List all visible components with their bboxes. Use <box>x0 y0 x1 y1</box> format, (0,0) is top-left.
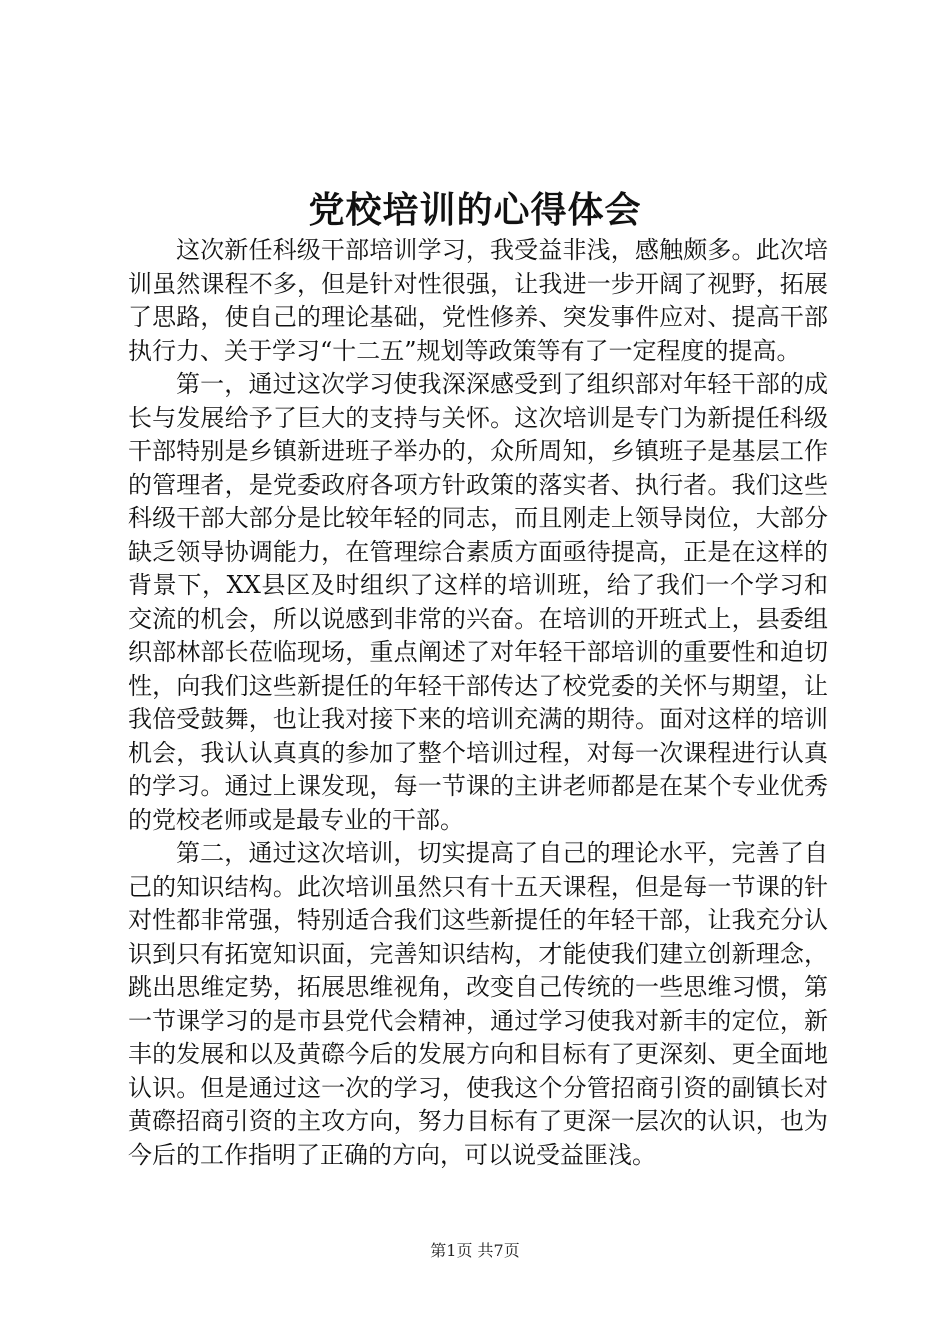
paragraph-first-point: 第一，通过这次学习使我深深感受到了组织部对年轻干部的成长与发展给予了巨大的支持与关怀。这次培训是专门为新提任科级干部特别是乡镇新进班子举办的，众所周知，乡镇班子是基层工作的管理者，是党委政府各项方针政策的落实者、执行者。我们这些科级干部大部分是比较年轻的同志，而且刚走上领导岗位，大部分缺乏领导协调能力，在管理综合素质方面亟待提高，正是在这样的背景下，XX县区及时组织了这样的培训班，给了我们一个学习和交流的机会，所以说感到非常的兴奋。在培训的开班式上，县委组织部林部长莅临现场，重点阐述了对年轻干部培训的重要性和迫切性，向我们这些新提任的年轻干部传达了校党委的关怀与期望，让我倍受鼓舞，也让我对接下来的培训充满的期待。面对这样的培训机会，我认认真真的参加了整个培训过程，对每一次课程进行认真的学习。通过上课发现，每一节课的主讲老师都是在某个专业优秀的党校老师或是最专业的干部。 <box>128 370 828 834</box>
document-body <box>128 234 828 1172</box>
page-title: 党校培训的心得体会 <box>308 189 642 231</box>
paragraph-intro: 这次新任科级干部培训学习，我受益非浅，感触颇多。此次培训虽然课程不多，但是针对性很强，让我进一步开阔了视野，拓展了思路，使自己的理论基础，党性修养、突发事件应对、提高干部执行力、关于学习“十二五”规划等政策等有了一定程度的提高。 <box>128 236 828 365</box>
page-footer: 第1页 共7页 <box>430 1241 520 1260</box>
paragraph-second-point: 第二，通过这次培训，切实提高了自己的理论水平，完善了自己的知识结构。此次培训虽然只有十五天课程，但是每一节课的针对性都非常强，特别适合我们这些新提任的年轻干部，让我充分认识到只有拓宽知识面，完善知识结构，才能使我们建立创新理念，跳出思维定势，拓展思维视角，改变自己传统的一些思维习惯，第一节课学习的是市县党代会精神，通过学习使我对新丰的定位，新丰的发展和以及黄磜今后的发展方向和目标有了更深刻、更全面地认识。但是通过这一次的学习，使我这个分管招商引资的副镇长对黄磜招商引资的主攻方向，努力目标有了更深一层次的认识，也为今后的工作指明了正确的方向，可以说受益匪浅。 <box>128 839 828 1169</box>
